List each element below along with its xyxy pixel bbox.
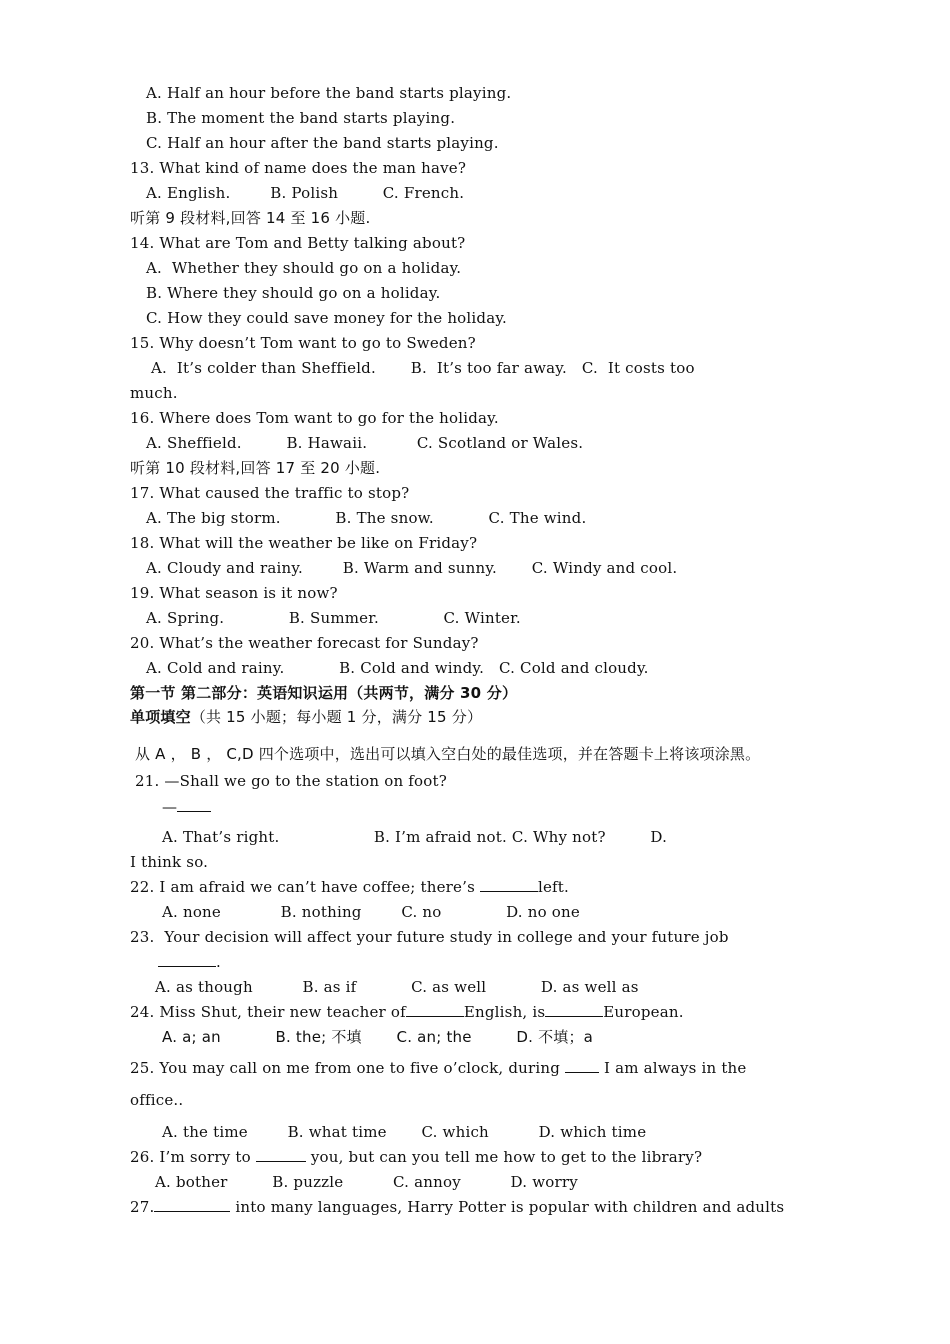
q13-options: A. English. B. Polish C. French.: [146, 184, 465, 202]
single-choice-scoring: （共 15 小题；每小题 1 分，满分 15 分）: [190, 708, 483, 726]
q23-stem: 23. Your decision will affect your future study in college and your future job: [130, 928, 729, 946]
q16-stem: 16. Where does Tom want to go for the holiday.: [130, 409, 499, 427]
q12-option-b: B. The moment the band starts playing.: [146, 109, 456, 127]
q17-options: A. The big storm. B. The snow. C. The wind.: [146, 509, 587, 527]
q24-stem-start: 24. Miss Shut, their new teacher of: [130, 1003, 406, 1021]
q21-stem: 21. —Shall we go to the station on foot?: [130, 772, 447, 790]
q19-stem: 19. What season is it now?: [130, 584, 338, 602]
q25-blank: [565, 1058, 599, 1073]
q18-options: A. Cloudy and rainy. B. Warm and sunny. C. Windy and cool.: [146, 559, 678, 577]
q15-options: A. It’s colder than Sheffield. B. It’s too far away. C. It costs too: [146, 359, 695, 377]
q26-options: A. bother B. puzzle C. annoy D. worry: [155, 1173, 578, 1191]
single-choice-title: 单项填空: [130, 708, 191, 726]
q26-stem-end: you, but can you tell me how to get to the library?: [305, 1148, 703, 1166]
q21-options: A. That’s right. B. I’m afraid not. C. Why not? D.: [162, 828, 668, 846]
q24-options: A. a; an B. the; 不填 C. an; the D. 不填；a: [162, 1028, 594, 1046]
q23-blank: [158, 952, 216, 967]
q21-blank: [177, 797, 211, 812]
q18-stem: 18. What will the weather be like on Friday?: [130, 534, 478, 552]
q25-stem-start: 25. You may call on me from one to five o’clock, during: [130, 1059, 566, 1077]
q15-options-continued: much.: [130, 384, 178, 402]
q23-stem-continued: [158, 952, 848, 972]
section-9-instruction: 听第 9 段材料,回答 14 至 16 小题.: [130, 209, 371, 227]
q22-blank: [480, 877, 538, 892]
q27-stem-text: into many languages, Harry Potter is popular with children and adults: [230, 1198, 785, 1216]
single-choice-heading: [130, 707, 820, 727]
q23-options: A. as though B. as if C. as well D. as well as: [155, 978, 639, 996]
q16-options: A. Sheffield. B. Hawaii. C. Scotland or Wales.: [146, 434, 584, 452]
q22-stem-start: 22. I am afraid we can’t have coffee; there’s: [130, 878, 480, 896]
q26-blank: [256, 1147, 306, 1162]
q20-stem: 20. What’s the weather forecast for Sunday?: [130, 634, 479, 652]
q24-blank-1: [406, 1002, 464, 1017]
q26-stem: [130, 1147, 820, 1167]
section-10-instruction: 听第 10 段材料,回答 17 至 20 小题.: [130, 459, 381, 477]
q24-blank-2: [545, 1002, 603, 1017]
q22-stem: [130, 877, 820, 897]
q21-dash: —: [162, 798, 178, 816]
q21-response: [162, 797, 852, 817]
q14-stem: 14. What are Tom and Betty talking about?: [130, 234, 466, 252]
q22-stem-end: left.: [537, 878, 569, 896]
q25-options: A. the time B. what time C. which D. which time: [162, 1123, 647, 1141]
q22-options: A. none B. nothing C. no D. no one: [162, 903, 580, 921]
q27-number: 27.: [130, 1198, 155, 1216]
q25-stem: [130, 1058, 820, 1078]
q27-blank: [154, 1197, 230, 1212]
q21-options-continued: I think so.: [130, 853, 209, 871]
q23-period: .: [216, 953, 221, 971]
q12-option-a: A. Half an hour before the band starts playing.: [146, 84, 512, 102]
q13-stem: 13. What kind of name does the man have?: [130, 159, 467, 177]
q14-option-c: C. How they could save money for the holiday.: [146, 309, 507, 327]
q12-option-c: C. Half an hour after the band starts playing.: [146, 134, 499, 152]
q15-stem: 15. Why doesn’t Tom want to go to Sweden?: [130, 334, 476, 352]
q26-stem-start: 26. I’m sorry to: [130, 1148, 256, 1166]
q25-stem-end: I am always in the: [599, 1059, 747, 1077]
single-choice-instruction: 从 A ， B ， C,D 四个选项中，选出可以填入空白处的最佳选项，并在答题卡上将该项涂黑。: [130, 745, 761, 763]
q14-option-b: B. Where they should go on a holiday.: [146, 284, 441, 302]
q19-options: A. Spring. B. Summer. C. Winter.: [146, 609, 521, 627]
q24-stem: [130, 1002, 820, 1022]
q14-option-a: A. Whether they should go on a holiday.: [146, 259, 462, 277]
part-two-heading: 第一节 第二部分：英语知识运用（共两节，满分 30 分）: [130, 684, 518, 702]
q17-stem: 17. What caused the traffic to stop?: [130, 484, 410, 502]
q27-stem: [130, 1197, 820, 1217]
q20-options: A. Cold and rainy. B. Cold and windy. C. Cold and cloudy.: [146, 659, 649, 677]
q25-stem-continued: office..: [130, 1091, 184, 1109]
q24-stem-end: European.: [603, 1003, 684, 1021]
q24-stem-middle: English, is: [463, 1003, 546, 1021]
